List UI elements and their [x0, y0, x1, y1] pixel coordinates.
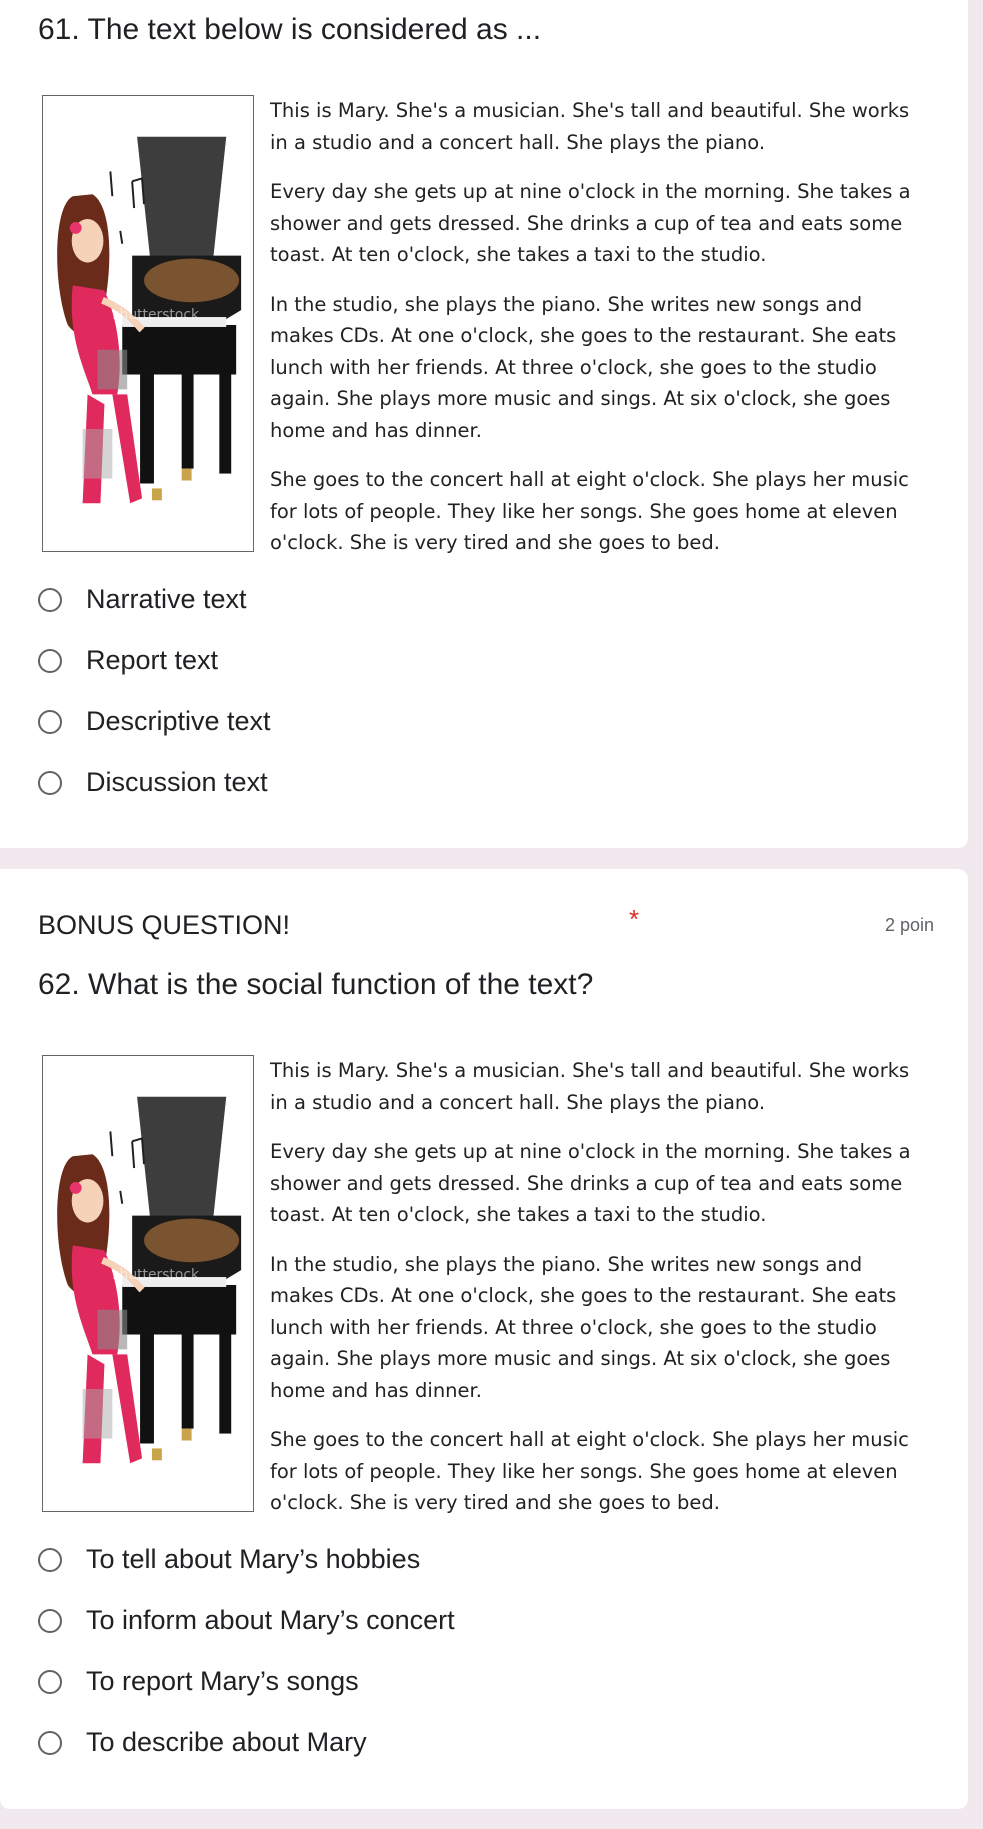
passage-paragraph: Every day she gets up at nine o'clock in the morning. She takes a shower and gets dressed. She drinks a cup of tea and eats some toast. At ten o'clock, she takes a taxi to the studio.	[270, 180, 911, 266]
question-card-62	[0, 869, 968, 1809]
radio-button[interactable]	[38, 1609, 62, 1633]
passage-paragraph: In the studio, she plays the piano. She writes new songs and makes CDs. At one o'clock, she goes to the restaurant. She eats lunch with her friends. At three o'clock, she goes to the studio again. She plays more music and sings. At six o'clock, she goes home and has dinner.	[270, 1252, 897, 1402]
pianist-illustration	[42, 1055, 254, 1512]
answer-options	[38, 569, 271, 813]
option-label: To inform about Mary’s concert	[86, 1605, 455, 1635]
option-report-text[interactable]	[38, 630, 271, 691]
pianist-image	[43, 96, 253, 551]
points-label: 2 poin	[884, 915, 934, 935]
radio-button[interactable]	[38, 1548, 62, 1572]
radio-button[interactable]	[38, 588, 62, 612]
passage-paragraph: She goes to the concert hall at eight o'clock. She plays her music for lots of people. They like her songs. She goes home at eleven o'clock. She is very tired and she goes to bed.	[270, 1428, 909, 1514]
pianist-illustration	[42, 95, 254, 552]
answer-options	[38, 1529, 455, 1773]
passage-paragraph: In the studio, she plays the piano. She writes new songs and makes CDs. At one o'clock, she goes to the restaurant. She eats lunch with her friends. At three o'clock, she goes to the studio again. She plays more music and sings. At six o'clock, she goes home and has dinner.	[270, 292, 897, 442]
option-descriptive-text[interactable]	[38, 691, 271, 752]
passage-block	[42, 95, 932, 565]
radio-button[interactable]	[38, 771, 62, 795]
passage-paragraph: This is Mary. She's a musician. She's tall and beautiful. She works in a studio and a concert hall. She plays the piano.	[270, 99, 910, 154]
option-describe[interactable]	[38, 1712, 455, 1773]
radio-button[interactable]	[38, 1670, 62, 1694]
passage-text	[270, 95, 930, 577]
watermark-text: shutterstock	[112, 307, 200, 324]
option-label: To describe about Mary	[86, 1727, 367, 1757]
option-songs[interactable]	[38, 1651, 455, 1712]
passage-text	[270, 1055, 930, 1537]
option-concert[interactable]	[38, 1590, 455, 1651]
passage-paragraph: Every day she gets up at nine o'clock in the morning. She takes a shower and gets dressed. She drinks a cup of tea and eats some toast. At ten o'clock, she takes a taxi to the studio.	[270, 1140, 911, 1226]
option-label: Descriptive text	[86, 706, 271, 736]
option-narrative-text[interactable]	[38, 569, 271, 630]
passage-paragraph: She goes to the concert hall at eight o'clock. She plays her music for lots of people. They like her songs. She goes home at eleven o'clock. She is very tired and she goes to bed.	[270, 468, 909, 554]
radio-button[interactable]	[38, 649, 62, 673]
watermark-text: shutterstock	[112, 1267, 200, 1284]
option-label: To tell about Mary’s hobbies	[86, 1544, 421, 1574]
option-discussion-text[interactable]	[38, 752, 271, 813]
radio-button[interactable]	[38, 1731, 62, 1755]
radio-button[interactable]	[38, 710, 62, 734]
option-label: Report text	[86, 645, 219, 675]
question-title: 62. What is the social function of the text?	[38, 968, 594, 1001]
pianist-image	[43, 1056, 253, 1511]
question-title: 61. The text below is considered as ...	[38, 13, 542, 46]
option-hobbies[interactable]	[38, 1529, 455, 1590]
required-asterisk: *	[629, 904, 640, 934]
passage-block	[42, 1055, 932, 1525]
question-card-61	[0, 0, 968, 848]
passage-paragraph: This is Mary. She's a musician. She's tall and beautiful. She works in a studio and a concert hall. She plays the piano.	[270, 1059, 910, 1114]
option-label: Discussion text	[86, 767, 268, 797]
option-label: To report Mary’s songs	[86, 1666, 359, 1696]
option-label: Narrative text	[86, 584, 247, 614]
section-title: BONUS QUESTION!	[38, 910, 291, 940]
